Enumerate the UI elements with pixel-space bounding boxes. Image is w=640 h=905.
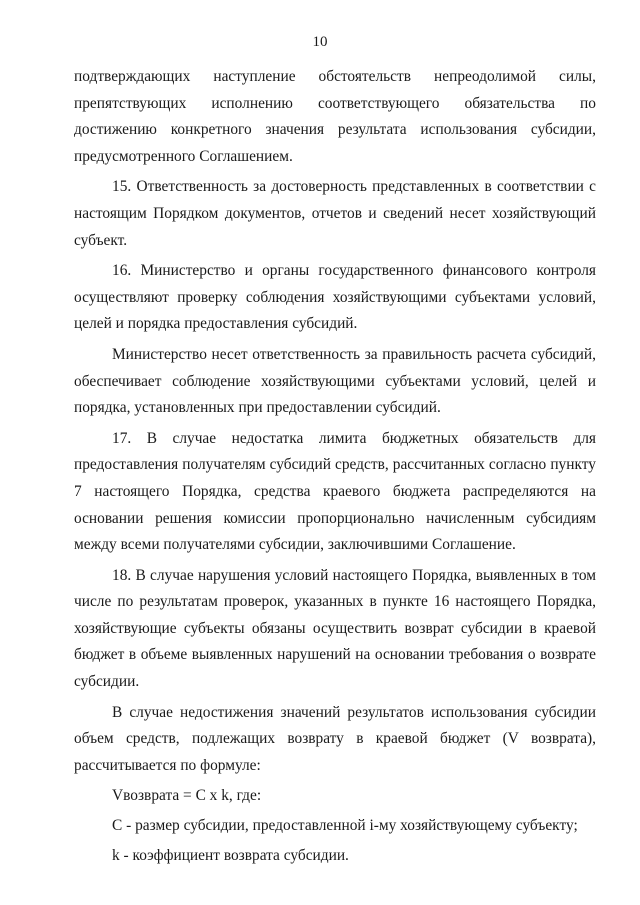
paragraph-item-16: 16. Министерство и органы государственного финансового контроля осуществляют проверку соблюдения хозяйствующими субъектами условий, целей и порядка предоставления субсидий. [74, 262, 596, 333]
page-number: 10 [312, 34, 328, 50]
paragraph-item-17: 17. В случае недостатка лимита бюджетных обязательств для предоставления получателям субсидий средств, рассчитанных согласно пункту 7 настоящего Порядка, средства краевого бюджета распределяются на основании решения комиссии пропорционально начисленным субсидиям между всеми получателями субсидии, заключившими Соглашение. [74, 429, 596, 554]
definition-c: C - размер субсидии, предоставленной i-му хозяйствующему субъекту; [112, 817, 578, 835]
paragraph-item-15: 15. Ответственность за достоверность представленных в соответствии с настоящим Порядком документов, отчетов и сведений несет хозяйствующий субъект. [74, 178, 596, 249]
paragraph-ministry-responsibility: Министерство несет ответственность за правильность расчета субсидий, обеспечивает соблюдение хозяйствующими субъектами условий, целей и порядка, установленных при предоставлении субсидий. [74, 345, 596, 417]
paragraph-continuation: подтверждающих наступление обстоятельств непреодолимой силы, препятствующих исполнению соответствующего обязательства по достижению конкретного значения результата использования субсидии, предусмотренного Соглашением. [74, 68, 596, 165]
formula-line: Vвозврата = C x k, где: [112, 787, 262, 805]
definition-k: k - коэффициент возврата субсидии. [112, 846, 349, 864]
paragraph-return-calculation: В случае недостижения значений результатов использования субсидии объем средств, подлежащих возврату в краевой бюджет (V возврата), рассчитывается по формуле: [74, 703, 596, 774]
document-body [74, 64, 596, 869]
paragraph-item-18: 18. В случае нарушения условий настоящего Порядка, выявленных в том числе по результатам проверок, указанных в пункте 16 настоящего Порядка, хозяйствующие субъекты обязаны осуществить возврат субсидии в краевой бюджет в объеме выявленных нарушений на основании требования о возврате субсидии. [74, 566, 596, 691]
